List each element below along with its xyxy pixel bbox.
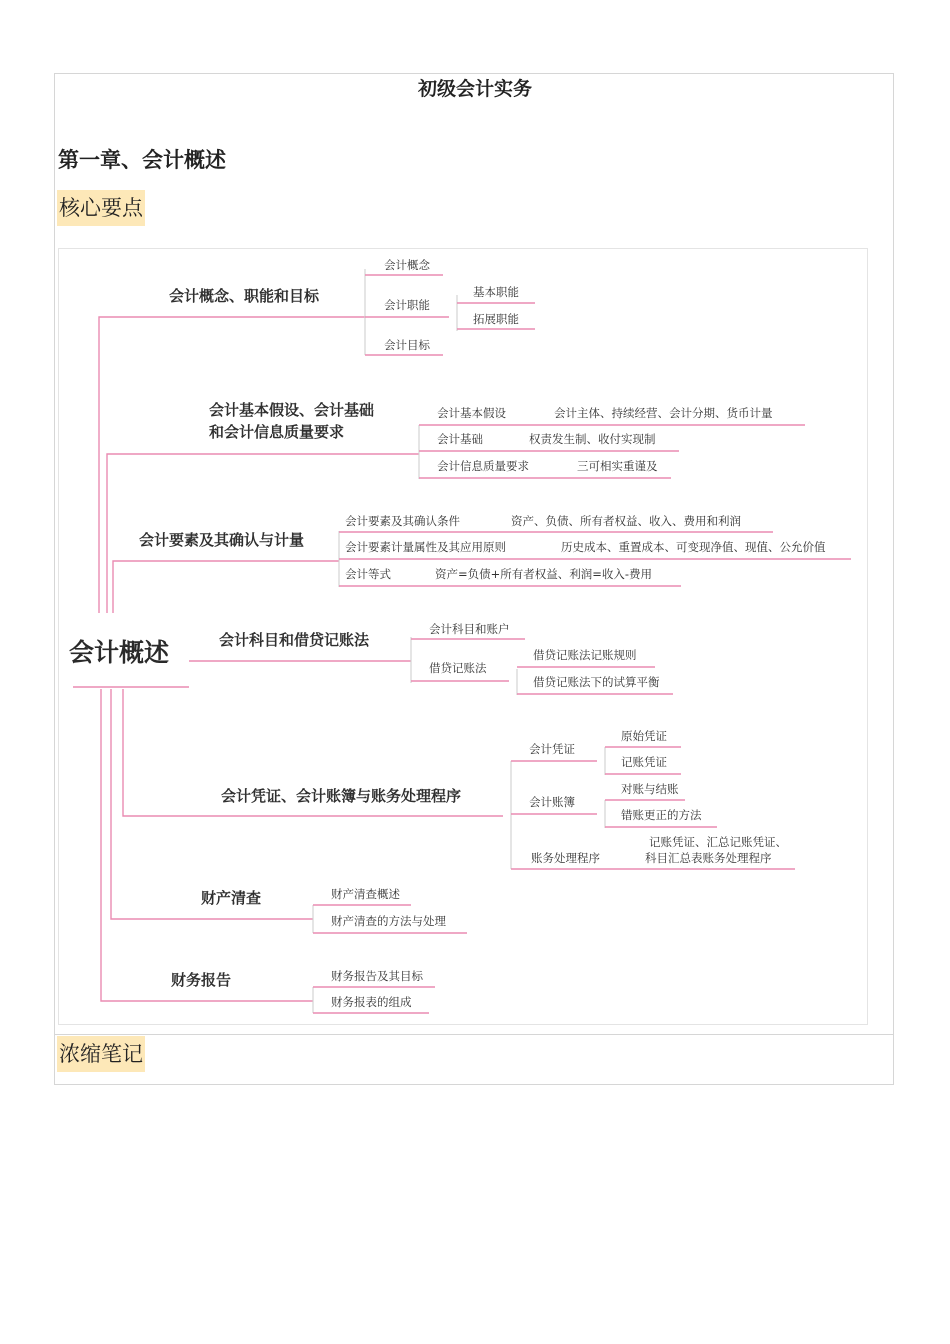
b6-title: 财产清查 xyxy=(201,889,262,907)
b6-overview: 财产清查概述 xyxy=(331,887,400,901)
b5-original-voucher: 原始凭证 xyxy=(621,729,667,743)
b3-elements-detail: 资产、负债、所有者权益、收入、费用和利润 xyxy=(511,514,741,528)
b2-title-line1: 会计基本假设、会计基础 xyxy=(209,401,375,419)
b3-elements: 会计要素及其确认条件 xyxy=(345,514,460,528)
b7-title: 财务报告 xyxy=(171,971,232,989)
b3-equation-detail: 资产=负债+所有者权益、利润=收入-费用 xyxy=(435,567,653,581)
b5-procedures-detail-2: 科目汇总表账务处理程序 xyxy=(645,851,772,865)
mindmap-root: 会计概述 xyxy=(69,638,170,667)
b5-error-correction: 错账更正的方法 xyxy=(621,808,702,822)
b4-title: 会计科目和借贷记账法 xyxy=(219,631,370,649)
b5-procedures: 账务处理程序 xyxy=(531,851,600,865)
b2-assumptions: 会计基本假设 xyxy=(437,406,506,420)
b5-procedures-detail-1: 记账凭证、汇总记账凭证、 xyxy=(649,835,787,849)
b7-composition: 财务报表的组成 xyxy=(331,995,412,1009)
notes-frame xyxy=(54,1035,894,1085)
b5-vouchers: 会计凭证 xyxy=(529,742,575,756)
b2-title-line2: 和会计信息质量要求 xyxy=(209,423,345,441)
b2-assumptions-detail: 会计主体、持续经营、会计分期、货币计量 xyxy=(554,406,773,420)
trunk-b7 xyxy=(101,689,159,1001)
b3-equation: 会计等式 xyxy=(345,567,391,581)
b2-basis-detail: 权责发生制、收付实现制 xyxy=(529,432,656,446)
mindmap-diagram xyxy=(59,249,867,1024)
b1-functions: 会计职能 xyxy=(384,298,430,312)
b5-books: 会计账簿 xyxy=(529,795,575,809)
b3-measurement: 会计要素计量属性及其应用原则 xyxy=(345,540,506,554)
b3-measurement-detail: 历史成本、重置成本、可变现净值、现值、公允价值 xyxy=(561,540,826,554)
b4-rules: 借贷记账法记账规则 xyxy=(533,648,637,662)
b2-quality-detail: 三可相实重谨及 xyxy=(577,459,658,473)
b1-extended-function: 拓展职能 xyxy=(473,312,519,326)
b3-title: 会计要素及其确认与计量 xyxy=(139,531,305,549)
b1-title: 会计概念、职能和目标 xyxy=(169,287,320,305)
b1-concept: 会计概念 xyxy=(384,258,430,272)
b5-title: 会计凭证、会计账簿与账务处理程序 xyxy=(221,787,462,805)
chapter-heading: 第一章、会计概述 xyxy=(58,148,226,172)
b4-trial-balance: 借贷记账法下的试算平衡 xyxy=(533,675,660,689)
b5-reconcile: 对账与结账 xyxy=(621,782,679,796)
b5-bookkeeping-voucher: 记账凭证 xyxy=(621,755,667,769)
b4-accounts: 会计科目和账户 xyxy=(429,622,510,636)
b4-debit-credit: 借贷记账法 xyxy=(429,661,487,675)
b6-methods: 财产清查的方法与处理 xyxy=(331,914,446,928)
trunk-b1 xyxy=(99,317,159,613)
mindmap-figure xyxy=(58,248,868,1025)
section-key-points: 核心要点 xyxy=(57,190,145,226)
b7-objectives: 财务报告及其目标 xyxy=(331,969,423,983)
trunk-b3 xyxy=(113,561,139,613)
trunk-b5 xyxy=(123,689,209,816)
b2-quality: 会计信息质量要求 xyxy=(437,459,529,473)
b2-basis: 会计基础 xyxy=(437,432,483,446)
b1-objective: 会计目标 xyxy=(384,338,430,352)
document-title: 初级会计实务 xyxy=(417,78,532,100)
b1-basic-function: 基本职能 xyxy=(473,285,519,299)
section-notes: 浓缩笔记 xyxy=(57,1036,145,1072)
